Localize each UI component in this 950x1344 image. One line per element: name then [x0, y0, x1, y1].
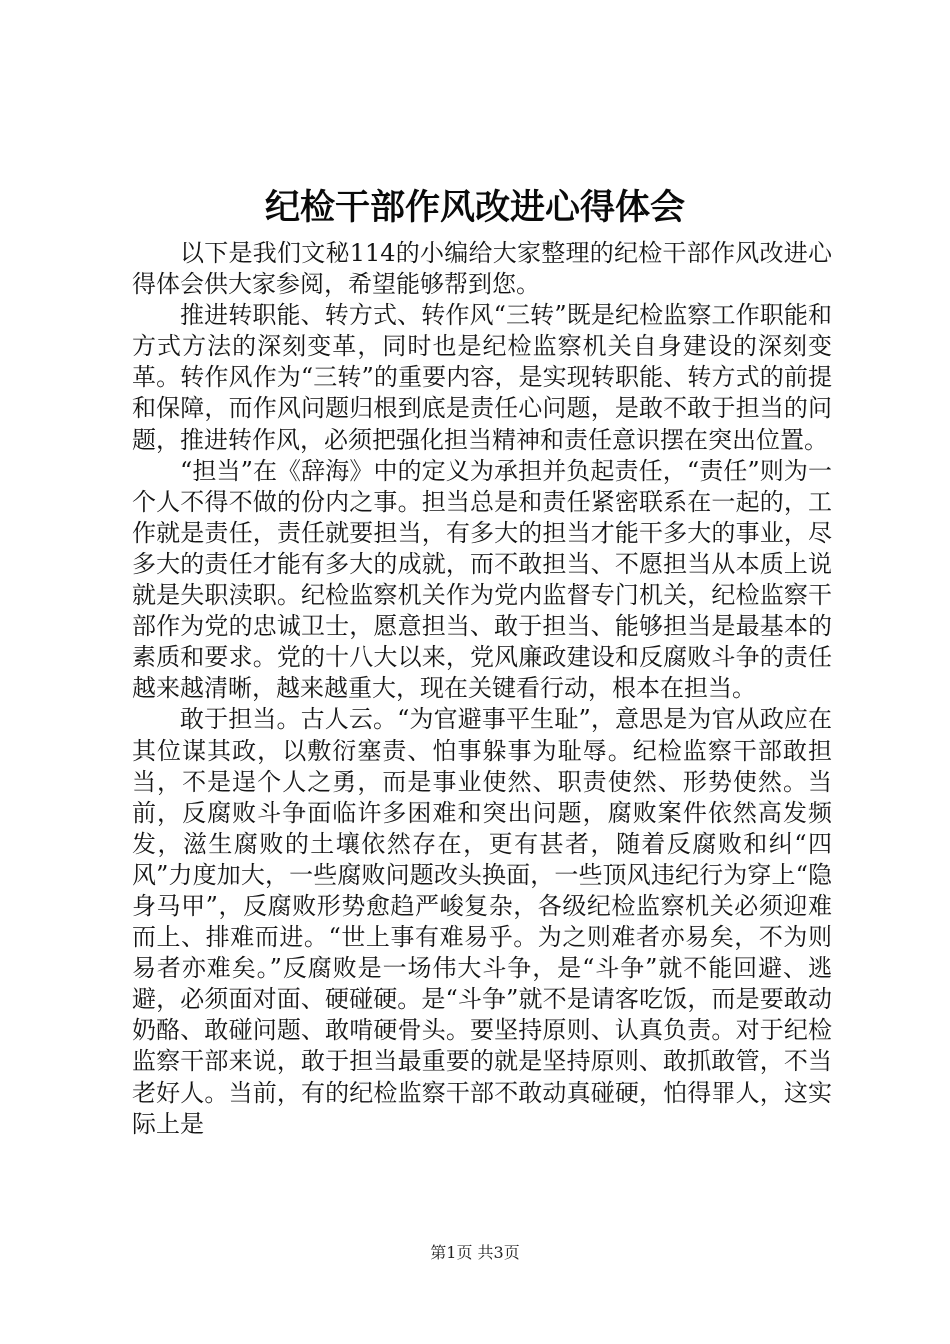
page-footer: 第1页 共3页 [430, 1243, 520, 1262]
document-body [132, 238, 832, 1140]
paragraph-intro: 以下是我们文秘114的小编给大家整理的纪检干部作风改进心得体会供大家参阅，希望能够帮到您。 [132, 239, 832, 299]
paragraph-three-transformations: 推进转职能、转方式、转作风“三转”既是纪检监察工作职能和方式方法的深刻变革，同时也是纪检监察机关自身建设的深刻变革。转作风作为“三转”的重要内容，是实现转职能、转方式的前提和保障，而作风问题归根到底是责任心问题，是敢不敢于担当的问题，推进转作风，必须把强化担当精神和责任意识摆在突出位置。 [132, 301, 832, 454]
paragraph-responsibility: “担当”在《辞海》中的定义为承担并负起责任，“责任”则为一个人不得不做的份内之事。担当总是和责任紧密联系在一起的，工作就是责任，责任就要担当，有多大的担当才能干多大的事业，尽多大的责任才能有多大的成就，而不敢担当、不愿担当从本质上说就是失职渎职。纪检监察机关作为党内监督专门机关，纪检监察干部作为党的忠诚卫士，愿意担当、敢于担当、能够担当是最基本的素质和要求。党的十八大以来，党风廉政建设和反腐败斗争的责任越来越清晰，越来越重大，现在关键看行动，根本在担当。 [132, 456, 832, 703]
document-title: 纪检干部作风改进心得体会 [264, 187, 685, 228]
paragraph-dare-to-take-responsibility: 敢于担当。古人云。“为官避事平生耻”，意思是为官从政应在其位谋其政，以敷衍塞责、怕事躲事为耻辱。纪检监察干部敢担当，不是逞个人之勇，而是事业使然、职责使然、形势使然。当前，反腐败斗争面临许多困难和突出问题，腐败案件依然高发频发，滋生腐败的土壤依然存在，更有甚者，随着反腐败和纠“四风”力度加大，一些腐败问题改头换面，一些顶风违纪行为穿上“隐身马甲”，反腐败形势愈趋严峻复杂，各级纪检监察机关必须迎难而上、排难而进。“世上事有难易乎。为之则难者亦易矣，不为则易者亦难矣。”反腐败是一场伟大斗争，是“斗争”就不能回避、逃避，必须面对面、硬碰硬。是“斗争”就不是请客吃饭，而是要敢动奶酪、敢碰问题、敢啃硬骨头。要坚持原则、认真负责。对于纪检监察干部来说，敢于担当最重要的就是坚持原则、敢抓敢管，不当老好人。当前，有的纪检监察干部不敢动真碰硬，怕得罪人，这实际上是 [132, 705, 832, 1138]
